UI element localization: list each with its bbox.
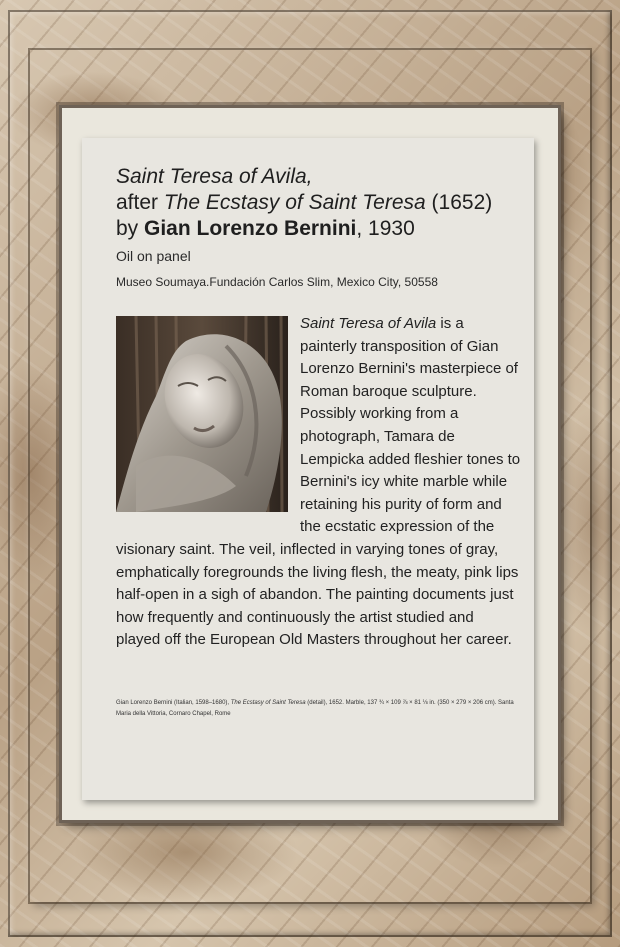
title-line-1: Saint Teresa of Avila, xyxy=(116,165,313,188)
description-body: is a painterly transposition of Gian Lorenzo Bernini's masterpiece of Roman baroque sculpture. Possibly working from a photograph, Tamara de Lempicka added fleshier tones to Bernini's icy white marble while retaining his purity of form and the ecstatic expression of the visionary saint. The veil, inflected in varying tones of gray, emphatically foregrounds the living flesh, the meaty, pink lips half-open in a sigh of abandon. The painting documents just how frequently and continuously the artist studied and played off the European Old Masters throughout her career. xyxy=(116,315,521,649)
image-text-wrap-spacer xyxy=(116,313,300,517)
description-paragraph xyxy=(116,313,521,652)
title-line-2: after The Ecstasy of Saint Teresa (1652) xyxy=(116,191,493,214)
description-lead-title: Saint Teresa of Avila xyxy=(300,315,437,332)
artwork-title xyxy=(116,164,526,242)
credit-line: Museo Soumaya.Fundación Carlos Slim, Mexico City, 50558 xyxy=(116,275,438,289)
title-line-3: by Gian Lorenzo Bernini, 1930 xyxy=(116,217,415,240)
image-caption: Gian Lorenzo Bernini (Italian, 1598–1680), The Ecstasy of Saint Teresa (detail), 1652. Marble, 137 ¾ × 109 ⅞ × 81 ⅛ in. (350 × 279 × 206 cm). Santa Maria della Vittoria, Cornaro Chapel, Rome xyxy=(116,700,514,717)
medium-text: Oil on panel xyxy=(116,248,191,264)
